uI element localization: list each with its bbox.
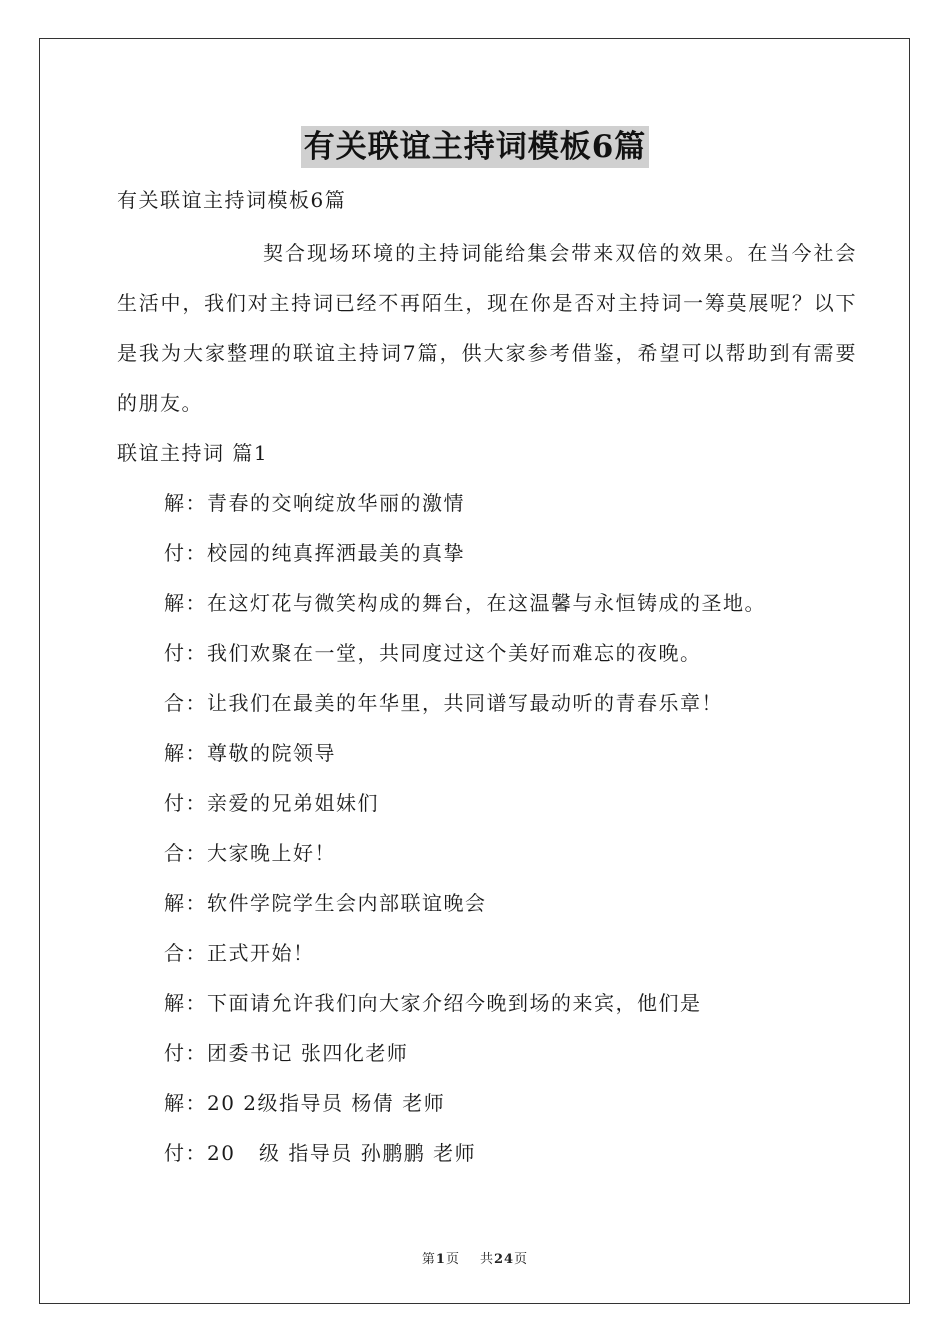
page-footer xyxy=(0,1248,950,1267)
page-prefix: 第 xyxy=(421,1252,436,1267)
dialog-line: 解：尊敬的院领导 xyxy=(164,741,336,765)
total-suffix: 页 xyxy=(514,1252,529,1267)
document-body xyxy=(117,180,857,1178)
dialog-line: 付：团委书记 张四化老师 xyxy=(164,1041,409,1065)
dialog-line: 解：青春的交响绽放华丽的激情 xyxy=(164,491,465,515)
dialog-line: 解：20 2级指导员 杨倩 老师 xyxy=(164,1091,446,1115)
dialog-line: 解：下面请允许我们向大家介绍今晚到场的来宾，他们是 xyxy=(164,991,702,1015)
dialog-line: 合：大家晚上好！ xyxy=(164,841,336,865)
page-number: 1 xyxy=(435,1252,446,1267)
dialog-line: 付：亲爱的兄弟姐妹们 xyxy=(164,791,379,815)
dialog-line: 付：20 级 指导员 孙鹏鹏 老师 xyxy=(164,1141,477,1165)
dialog-line: 合：正式开始！ xyxy=(164,941,315,965)
document-subtitle: 有关联谊主持词模板6篇 xyxy=(117,188,347,212)
total-prefix: 共 xyxy=(479,1252,494,1267)
document-title: 有关联谊主持词模板6篇 xyxy=(301,126,650,168)
dialog-line: 付：我们欢聚在一堂，共同度过这个美好而难忘的夜晚。 xyxy=(164,641,702,665)
section-heading: 联谊主持词 篇1 xyxy=(117,441,269,465)
dialog-line: 解：软件学院学生会内部联谊晚会 xyxy=(164,891,487,915)
dialog-line: 合：让我们在最美的年华里，共同谱写最动听的青春乐章！ xyxy=(164,691,723,715)
intro-paragraph: 契合现场环境的主持词能给集会带来双倍的效果。在当今社会生活中，我们对主持词已经不再陌生，现在你是否对主持词一筹莫展呢？以下是我为大家整理的联谊主持词7篇，供大家参考借鉴，希望可以帮助到有需要的朋友。 xyxy=(117,241,857,415)
total-pages: 24 xyxy=(493,1252,515,1267)
dialog-line: 付：校园的纯真挥洒最美的真挚 xyxy=(164,541,465,565)
title-container xyxy=(0,126,950,168)
dialog-line: 解：在这灯花与微笑构成的舞台，在这温馨与永恒铸成的圣地。 xyxy=(164,591,766,615)
page-suffix: 页 xyxy=(445,1252,460,1267)
